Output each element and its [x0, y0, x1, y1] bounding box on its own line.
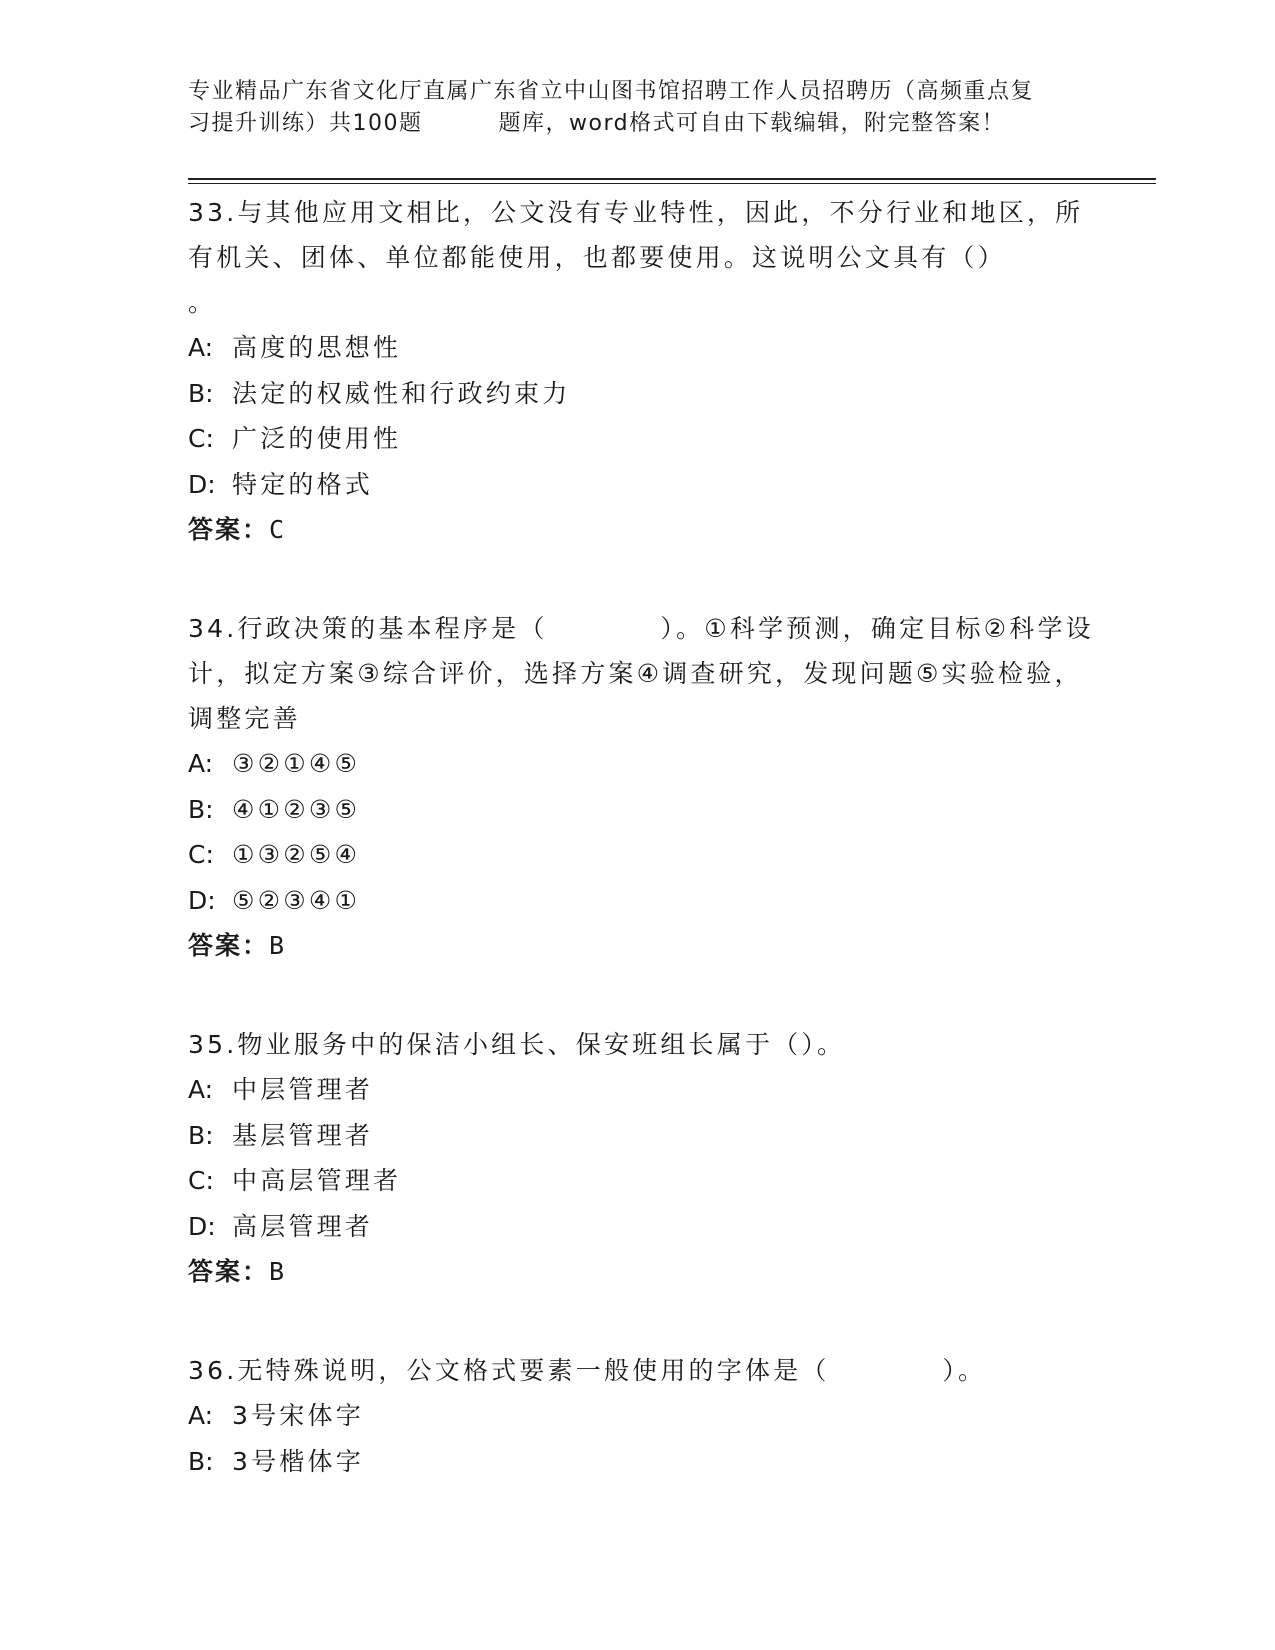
question-34 [188, 606, 1108, 968]
option-a: A: 3号宋体字 [188, 1401, 364, 1430]
question-stem: 36.无特殊说明，公文格式要素一般使用的字体是（ ）。 [188, 1356, 987, 1385]
option-b: B: ④①②③⑤ [188, 794, 361, 824]
header-line-2-left: 习提升训练）共100题 [188, 111, 423, 136]
header-divider-thick [188, 178, 1156, 180]
option-d: D: ⑤②③④① [188, 885, 361, 915]
option-c: C: 中高层管理者 [188, 1166, 402, 1195]
question-list [188, 190, 1108, 1538]
header-line-2-right: 题库，word格式可自由下载编辑，附完整答案！ [498, 111, 1006, 136]
header-divider-thin [188, 183, 1156, 184]
header-line-1: 专业精品广东省文化厅直属广东省立中山图书馆招聘工作人员招聘历（高频重点复 [188, 79, 1035, 104]
option-a: A: 高度的思想性 [188, 333, 402, 362]
option-b: B: 法定的权威性和行政约束力 [188, 378, 571, 408]
answer-line: 答案：C [188, 515, 286, 544]
option-a: A: ③②①④⑤ [188, 749, 361, 778]
question-35 [188, 1022, 1108, 1294]
question-36 [188, 1348, 1108, 1484]
answer-line: 答案：B [188, 1257, 286, 1286]
page-header [188, 76, 1088, 140]
option-d: D: 特定的格式 [188, 469, 374, 499]
option-b: B: 3号楷体字 [188, 1446, 364, 1476]
option-a: A: 中层管理者 [188, 1075, 374, 1104]
option-c: C: ①③②⑤④ [188, 840, 361, 869]
question-stem: 35.物业服务中的保洁小组长、保安班组长属于（）。 [188, 1030, 846, 1059]
question-stem: 33.与其他应用文相比，公文没有专业特性，因此，不分行业和地区，所有机关、团体、单位都能使用，也都要使用。这说明公文具有（） 。 [188, 198, 1084, 317]
header-line-2 [188, 108, 1088, 140]
option-b: B: 基层管理者 [188, 1120, 374, 1150]
option-d: D: 高层管理者 [188, 1211, 374, 1241]
option-c: C: 广泛的使用性 [188, 424, 402, 453]
question-stem: 34.行政决策的基本程序是（ ）。①科学预测，确定目标②科学设计，拟定方案③综合评价，选择方案④调查研究，发现问题⑤实验检验，调整完善 [188, 614, 1094, 733]
question-33 [188, 190, 1108, 552]
answer-line: 答案：B [188, 931, 286, 960]
